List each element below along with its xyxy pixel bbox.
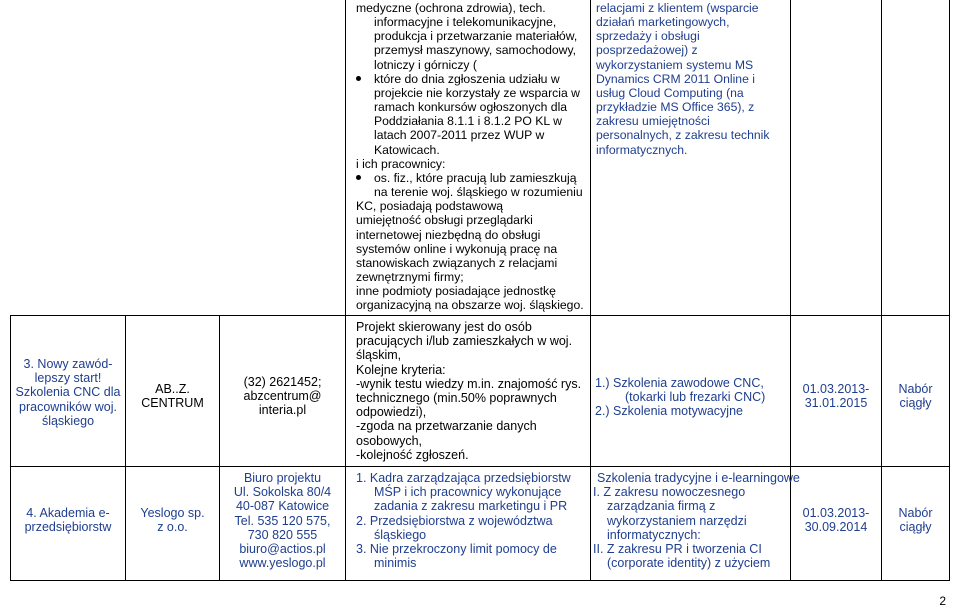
text-line: MŚP i ich pracownicy wykonujące [374,485,562,500]
bullet-item: os. fiz., które pracują lub zamieszkują [356,171,588,185]
grid-line [590,0,591,581]
text-line: personalnych, z zakresu technik [596,128,770,143]
text-line: 01.03.2013- [802,506,870,520]
text-line: posprzedażowej) z [596,43,698,58]
text-line: śląskiego [374,527,427,542]
text-line: na terenie woj. śląskiego w rozumieniu [374,185,583,200]
text-line: 31.01.2015 [804,396,868,411]
text-line: projekcie nie korzystały ze wsparcia w [374,85,580,100]
text-line: I. Z zakresu nowoczesnego [593,485,746,500]
text-line: CENTRUM [141,396,204,411]
top-beneficiaries-cell [356,1,588,312]
row4-contact-cell [220,471,345,570]
text-line: informacyjne i telekomunikacyjne, [374,15,557,30]
text-line: (32) 2621452; [243,375,322,389]
text-line: lepszy start! [34,371,102,386]
grid-line [10,315,950,316]
text-line: KC, posiadają podstawową [356,199,504,214]
text-line: pracowników woj. [19,399,117,414]
text-line: medyczne (ochrona zdrowia), tech. [356,1,546,15]
text-line: relacjami z klientem (wsparcie [596,1,759,15]
text-line: z o.o. [157,520,188,535]
text-line: 30.09.2014 [804,520,868,535]
row4-mode-cell [882,506,949,534]
text-line: 2.) Szkolenia motywacyjne [595,404,743,419]
text-line: organizacyjną na obszarze woj. śląskiego. [356,298,584,313]
text-line: www.yeslogo.pl [239,556,326,571]
text-line: -wynik testu wiedzy m.in. znajomość rys. [356,376,582,391]
text-line: Nabór [898,382,933,396]
text-line: ciągły [899,396,932,411]
text-line: Ul. Sokolska 80/4 [233,485,332,500]
text-line: 3. Nowy zawód- [23,357,113,371]
page-number: 2 [939,594,946,608]
text-line: 730 820 555 [247,527,318,542]
row3-target-cell [356,320,588,462]
grid-line [10,466,950,467]
row3-contact-cell [220,375,345,418]
text-line: 1.) Szkolenia zawodowe CNC, [595,376,764,390]
text-line: ciągły [899,520,932,535]
text-line: Yeslogo sp. [140,506,205,520]
text-line: -zgoda na przetwarzanie danych [356,419,537,434]
text-line: zarządzania firmą z [607,499,716,514]
text-line: II. Z zakresu PR i tworzenia CI [593,542,762,557]
text-line: 40-087 Katowice [235,499,330,514]
text-line: 01.03.2013- [802,382,870,396]
text-line: umiejętność obsługi przeglądarki [356,213,533,228]
text-line: (corporate identity) z użyciem [607,556,771,571]
text-line: Projekt skierowany jest do osób [356,320,532,334]
text-line: Tel. 535 120 575, [234,513,331,528]
text-line: informatycznych: [607,527,701,542]
text-line: minimis [374,556,417,571]
text-line: Kolejne kryteria: [356,362,446,377]
text-line: interia.pl [258,403,307,418]
row4-target-cell [356,471,588,570]
text-line: śląskiego [41,413,95,428]
text-line: -kolejność zgłoszeń. [356,447,469,462]
text-line: Szkolenia tradycyjne i e-learningowe [597,471,800,485]
text-line: przedsiębiorstw [24,520,112,535]
text-line: wykorzystaniem narzędzi [607,513,747,528]
bullet-item: które do dnia zgłoszenia udziału w [356,72,588,86]
text-line: produkcja i przetwarzanie materiałów, [374,29,578,44]
text-line: Katowicach. [374,142,440,157]
text-line: pracujących i/lub zamieszkałych w woj. [356,334,573,349]
text-line: AB..Z. [155,382,190,396]
text-line: internetowej niezbędną do obsługi [356,227,541,242]
grid-line [125,315,126,581]
text-line: technicznego (min.50% poprawnych [356,391,557,406]
text-line: zewnętrznymi firmy; [356,269,464,284]
row3-org-cell [126,382,219,410]
grid-line [949,0,950,581]
text-line: wykorzystaniem systemu MS [596,57,754,72]
text-line: 3. Nie przekroczony limit pomocy de [356,542,557,557]
text-line: sprzedaży i obsługi [596,29,700,44]
text-line: i ich pracownicy: [356,156,446,171]
grid-line [345,0,346,581]
text-line: usług Cloud Computing (na [596,85,744,100]
row4-org-cell [126,506,219,534]
text-line: Biuro projektu [243,471,322,485]
text-line: ramach konkursów ogłoszonych dla [374,100,568,115]
text-line: 4. Akademia e- [26,506,110,520]
text-line: przemysł maszynowy, samochodowy, [374,43,577,58]
row4-name-cell [11,506,125,534]
text-line: odpowiedzi), [356,405,427,420]
text-line: zadania z zakresu marketingu i PR [374,499,568,514]
text-line: zakresu umiejętności [596,114,710,129]
text-line: śląskim, [356,348,402,363]
text-line: przykładzie MS Office 365), z [596,100,755,115]
text-line: 2. Przedsiębiorstwa z województwa [356,513,553,528]
row4-dates-cell [791,506,881,534]
text-line: Poddziałania 8.1.1 i 8.1.2 PO KL w [374,114,562,129]
row4-training-cell [593,471,800,571]
text-line: Nabór [898,506,933,520]
text-line: lotniczy i górniczy ( [374,57,477,72]
row3-name-cell [11,357,125,428]
grid-line [10,315,11,581]
row3-dates-cell [791,382,881,410]
row3-training-cell [594,376,788,419]
grid-line [790,0,791,581]
text-line: abzcentrum@ [243,389,322,404]
text-line: Szkolenia CNC dla [15,385,121,400]
text-line: (tokarki lub frezarki CNC) [625,390,766,405]
text-line: informatycznych. [596,142,688,157]
text-line: systemów online i wykonują pracę na [356,241,558,256]
text-line: działań marketingowych, [596,15,730,30]
row3-mode-cell [882,382,949,410]
text-line: inne podmioty posiadające jednostkę [356,284,556,299]
grid-line [881,0,882,581]
text-line: stanowiskach związanych z relacjami [356,255,558,270]
text-line: Dynamics CRM 2011 Online i [596,71,755,86]
text-line: biuro@actios.pl [239,542,326,557]
top-training-cell [596,1,788,157]
text-line: 1. Kadra zarządzająca przedsiębiorstw [356,471,571,485]
grid-line [10,580,950,581]
text-line: osobowych, [356,433,423,448]
text-line: latach 2007-2011 przez WUP w [374,128,545,143]
